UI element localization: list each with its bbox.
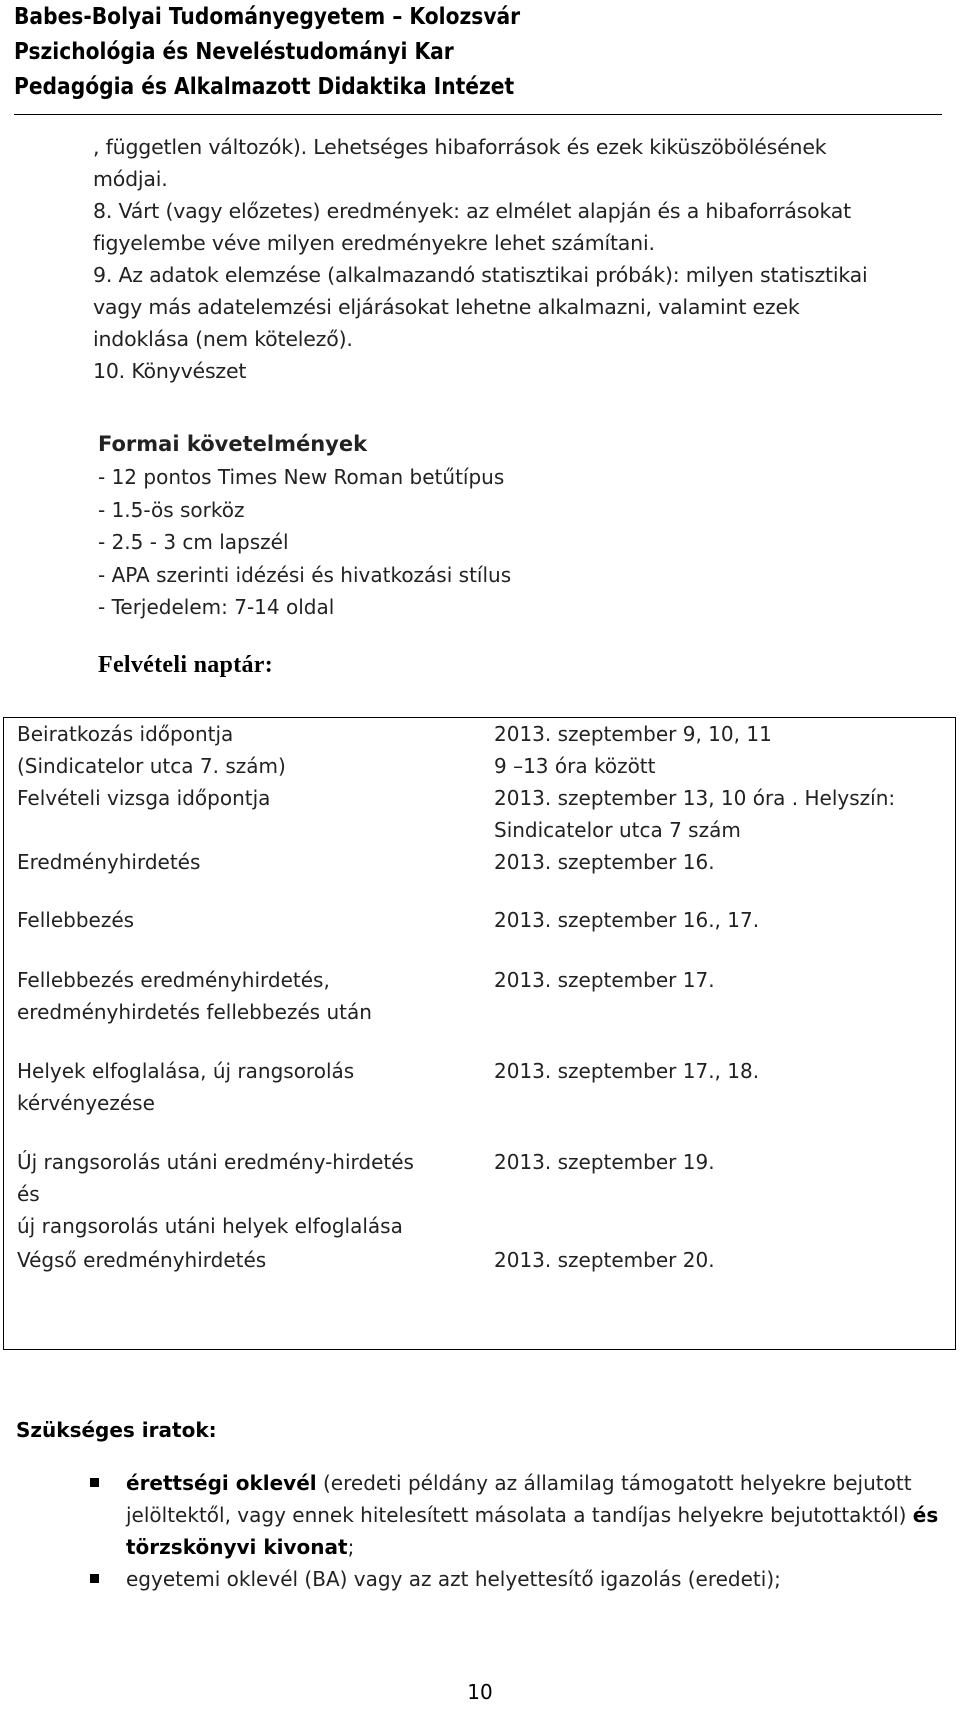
row-label: Eredményhirdetés (17, 850, 201, 874)
row-label (17, 1146, 414, 1242)
bold-text: és törzskönyvi kivonat (126, 1503, 939, 1559)
row-label-line: Fellebbezés eredményhirdetés, (17, 968, 330, 992)
row-label: Fellebbezés (17, 908, 135, 932)
intro-section (93, 131, 943, 387)
row-date: 2013. szeptember 16., 17. (494, 908, 760, 932)
header-divider (14, 114, 942, 115)
row-date: 2013. szeptember 16. (494, 850, 715, 874)
row-date-line: 9 –13 óra között (494, 754, 656, 778)
header-faculty: Pszichológia és Neveléstudományi Kar (14, 39, 454, 65)
row-date: 2013. szeptember 20. (494, 1248, 715, 1272)
row-date-line: Sindicatelor utca 7 szám (494, 818, 741, 842)
formal-requirement-item: - 2.5 - 3 cm lapszél (98, 530, 289, 554)
formal-requirements-title: Formai követelmények (98, 432, 368, 456)
list-item-text: ; (347, 1535, 355, 1559)
row-label-line: Felvételi vizsga időpontja (17, 786, 271, 810)
header-institute: Pedagógia és Alkalmazott Didaktika Intézet (14, 74, 515, 100)
row-label: Végső eredményhirdetés (17, 1248, 267, 1272)
formal-requirement-item: - Terjedelem: 7-14 oldal (98, 595, 335, 619)
formal-requirement-item: - APA szerinti idézési és hivatkozási stílus (98, 562, 512, 587)
row-label (17, 1055, 354, 1119)
row-label (17, 782, 270, 814)
row-label (17, 718, 286, 782)
row-label-line: és (17, 1182, 40, 1206)
formal-requirement-item: - 1.5-ös sorköz (98, 497, 245, 522)
row-label-line: Új rangsorolás utáni eredmény-hirdetés (17, 1150, 414, 1174)
row-label (17, 964, 372, 1028)
row-label-line: eredményhirdetés fellebbezés után (17, 1000, 372, 1024)
list-item (126, 1467, 946, 1563)
list-item-text: (eredeti példány az államilag támogatott helyekre bejutott jelöltektől, vagy ennek hitelesített másolata a tandíjas helyekre bejutottaktól) (126, 1471, 913, 1527)
row-label-line: új rangsorolás utáni helyek elfoglalása (17, 1214, 403, 1238)
header-university: Babes-Bolyai Tudományegyetem – Kolozsvár (14, 4, 521, 30)
formal-requirement-item: - 12 pontos Times New Roman betűtípus (98, 465, 505, 489)
intro-line: figyelembe véve milyen eredményekre lehet számítani. (93, 231, 655, 255)
row-date (494, 718, 772, 782)
required-documents-title: Szükséges iratok: (16, 1418, 217, 1442)
row-date-line: 2013. szeptember 13, 10 óra . Helyszín: (494, 786, 896, 810)
row-label-line: kérvényezése (17, 1091, 155, 1115)
page-number: 10 (467, 1680, 493, 1704)
row-date: 2013. szeptember 19. (494, 1150, 715, 1174)
square-bullet-icon (90, 1478, 99, 1487)
list-item-text: egyetemi oklevél (BA) vagy az azt helyettesítő igazolás (eredeti); (126, 1567, 781, 1591)
row-date-line: 2013. szeptember 9, 10, 11 (494, 722, 772, 746)
required-documents-list (126, 1467, 946, 1595)
admission-calendar-table (3, 717, 956, 1350)
intro-line: 10. Könyvészet (93, 359, 247, 383)
row-date (494, 782, 895, 846)
row-label-line: Beiratkozás időpontja (17, 722, 234, 746)
intro-line: indoklása (nem kötelező). (93, 327, 353, 351)
intro-line: módjai. (93, 167, 168, 191)
admission-calendar-title: Felvételi naptár: (98, 652, 274, 678)
formal-requirements (98, 428, 511, 624)
intro-line: vagy más adatelemzési eljárásokat lehetne alkalmazni, valamint ezek (93, 295, 800, 319)
document-header (14, 0, 944, 105)
row-date: 2013. szeptember 17., 18. (494, 1059, 760, 1083)
row-date: 2013. szeptember 17. (494, 968, 715, 992)
row-label-line: Helyek elfoglalása, új rangsorolás (17, 1059, 355, 1083)
intro-line: , független változók). Lehetséges hibaforrások és ezek kiküszöbölésének (93, 135, 827, 159)
list-item (126, 1563, 946, 1595)
intro-line: 9. Az adatok elemzése (alkalmazandó statisztikai próbák): milyen statisztikai (93, 263, 868, 287)
intro-line: 8. Várt (vagy előzetes) eredmények: az elmélet alapján és a hibaforrásokat (93, 199, 851, 223)
row-label-line: (Sindicatelor utca 7. szám) (17, 754, 286, 778)
bold-text: érettségi oklevél (126, 1471, 317, 1495)
square-bullet-icon (90, 1574, 99, 1583)
